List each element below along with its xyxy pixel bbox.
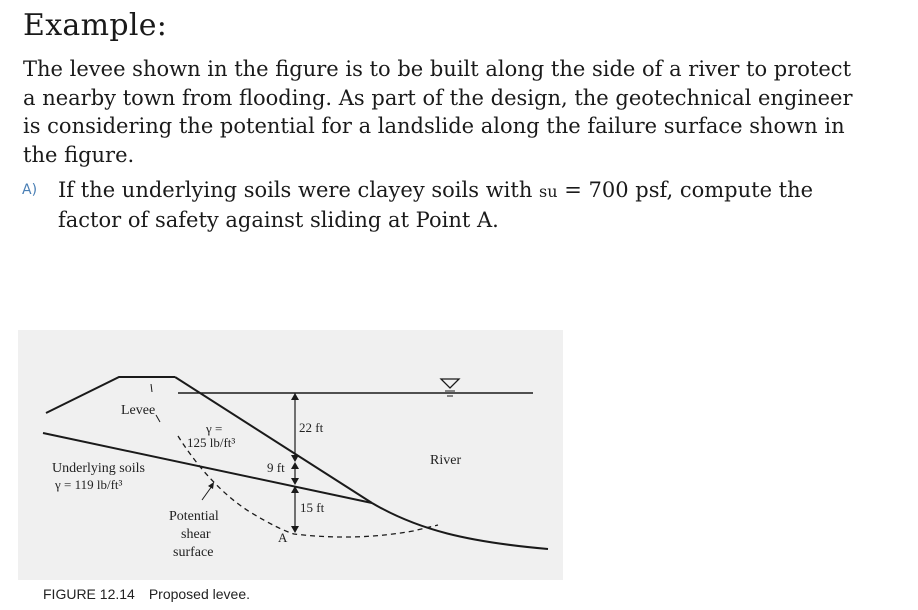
- point-a-label: A: [278, 530, 288, 545]
- levee-tick: [151, 384, 152, 392]
- levee-crest-line: [46, 377, 175, 413]
- statement-line: The levee shown in the figure is to be built along the side of a river to protect: [23, 57, 852, 81]
- river-label: River: [430, 453, 462, 468]
- shear-surface-label-2: shear: [181, 527, 211, 542]
- shear-pointer-line: [202, 486, 212, 500]
- dim-9-label: 9 ft: [267, 460, 285, 475]
- question-label: A): [22, 182, 38, 198]
- example-heading: Example:: [23, 8, 168, 43]
- levee-label: Levee: [121, 403, 156, 418]
- unit-weight-levee-label: 125 lb/ft³: [187, 435, 236, 450]
- su-symbol: su: [539, 182, 558, 201]
- figure-number: FIGURE 12.14: [43, 586, 135, 602]
- dim-arrowhead: [291, 393, 299, 400]
- dim-arrowhead: [291, 478, 299, 485]
- levee-tick: [156, 415, 160, 422]
- water-level-icon: [441, 379, 459, 388]
- figure-caption: [43, 586, 250, 602]
- problem-statement: [23, 55, 903, 169]
- unit-weight-soil-label: γ = 119 lb/ft³: [55, 477, 123, 492]
- statement-line: is considering the potential for a landslide along the failure surface shown in: [23, 114, 845, 138]
- underlying-soils-label: Underlying soils: [52, 461, 145, 476]
- dim-arrowhead: [291, 526, 299, 533]
- dim-arrowhead: [291, 455, 299, 462]
- shear-surface-label-1: Potential: [169, 509, 219, 524]
- statement-line: a nearby town from flooding. As part of the design, the geotechnical engineer: [23, 85, 853, 110]
- question-line-1: If the underlying soils were clayey soils with su = 700 psf, compute the: [58, 178, 814, 202]
- question-line-2: factor of safety against sliding at Point A.: [58, 208, 499, 232]
- river-bed-line: [372, 503, 548, 549]
- figure-caption-text: Proposed levee.: [148, 586, 251, 602]
- dim-22-label: 22 ft: [299, 420, 324, 435]
- dim-arrowhead: [291, 462, 299, 469]
- levee-diagram: [18, 330, 563, 580]
- gamma-label: γ =: [206, 421, 223, 436]
- shear-surface-label-3: surface: [173, 545, 214, 560]
- dim-15-label: 15 ft: [300, 500, 325, 515]
- question-text: [58, 176, 813, 235]
- levee-figure: [18, 330, 563, 580]
- statement-line: the figure.: [23, 142, 135, 167]
